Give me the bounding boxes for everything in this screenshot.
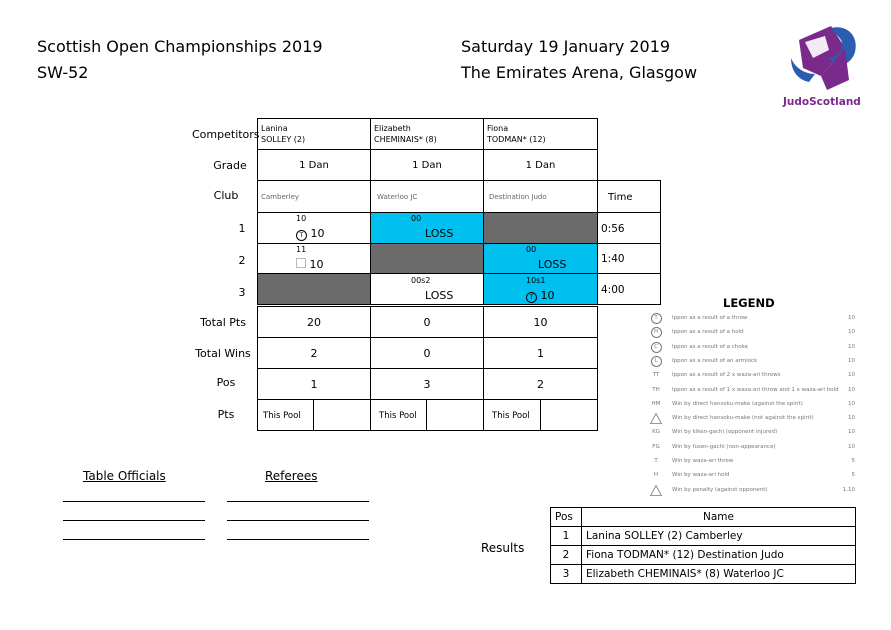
throw-icon: T	[526, 292, 537, 303]
legend-item	[650, 456, 855, 470]
r1-a-points: 10	[310, 227, 325, 240]
competitor-1-total-pts: 20	[257, 306, 371, 338]
r3-competitor-2-cell	[370, 273, 484, 305]
table-official-line-2	[63, 520, 205, 521]
legend-value: 5	[851, 458, 855, 464]
label-total-pts: Total Pts	[200, 316, 246, 329]
label-pts: Pts	[217, 408, 235, 421]
legend-item	[650, 427, 855, 441]
referee-line-3	[227, 539, 369, 540]
triangle-symbol-icon	[650, 413, 662, 426]
competitor-3-total-pts: 10	[483, 306, 598, 338]
competitor-1-name	[257, 118, 371, 150]
empty-box-icon	[296, 258, 306, 268]
results-header-row	[551, 508, 856, 527]
competitor-2-total-wins: 0	[370, 337, 484, 369]
competitor-2-pool-label: This Pool	[370, 399, 427, 431]
legend-value: 5	[851, 472, 855, 479]
legend-text: Win by direct hansoku-make (not against the spirit)	[672, 415, 814, 422]
triangle-symbol-icon	[650, 485, 662, 498]
legend-symbol: T	[654, 458, 658, 464]
legend-symbol: H	[653, 472, 659, 479]
competitor-2-pool-value	[426, 399, 484, 431]
legend-value: 10	[848, 372, 855, 379]
circled-symbol-icon: C	[650, 342, 662, 353]
legend-text: Ippon as a result of a throw	[672, 315, 748, 321]
legend-text: Ippon as a result of 2 x waza-ari throws	[672, 372, 781, 379]
referee-line-1	[227, 501, 369, 502]
legend-item	[650, 342, 855, 356]
legend-text: Win by direct hansoku-make (against the spirit)	[672, 400, 803, 407]
result-name: Elizabeth CHEMINAIS* (8) Waterloo JC	[582, 565, 856, 584]
r3-b-result: LOSS	[425, 289, 454, 302]
judoscotland-logo	[785, 18, 865, 118]
r2-a-points: 10	[309, 258, 324, 271]
legend-value: 10	[848, 443, 855, 450]
competitor-3-first: Fiona	[487, 124, 509, 133]
event-date: Saturday 19 January 2019	[461, 37, 671, 56]
r2-blocked-cell	[370, 243, 484, 274]
legend-item	[650, 385, 855, 399]
label-club: Club	[213, 189, 239, 202]
legend-text: Win by waza-ari throw	[672, 458, 734, 464]
time-header: Time	[597, 180, 661, 213]
legend-symbol: TH	[652, 386, 660, 393]
competitor-2-club: Waterloo JC	[370, 180, 484, 213]
competitor-1-pool-value	[313, 399, 371, 431]
legend-text: Ippon as a result of an armlock	[672, 357, 758, 364]
result-pos: 2	[551, 546, 582, 565]
table-official-line-1	[63, 501, 205, 502]
table-officials-heading: Table Officials	[83, 469, 166, 483]
result-name: Fiona TODMAN* (12) Destination Judo	[582, 546, 856, 565]
results-col-pos: Pos	[551, 508, 582, 527]
legend-text: Win by kiken-gachi (opponent injured)	[672, 429, 778, 436]
legend-item	[650, 399, 855, 413]
table-row	[551, 565, 856, 584]
label-pos: Pos	[216, 376, 236, 389]
legend-text: Win by fusen-gachi (non-appearance)	[672, 443, 776, 450]
table-row	[551, 546, 856, 565]
r1-time: 0:56	[597, 212, 661, 244]
label-total-wins: Total Wins	[195, 347, 251, 360]
legend-item	[650, 485, 855, 499]
r2-a-score: 11	[296, 245, 307, 254]
competitor-3-pos: 2	[483, 368, 598, 400]
competitor-2-last: CHEMINAIS* (8)	[374, 135, 437, 144]
competitor-1-pool-label: This Pool	[257, 399, 314, 431]
legend-text: Ippon as a result of a choke	[672, 343, 749, 350]
legend-item	[650, 470, 855, 484]
r3-b-score: 00s2	[411, 276, 431, 285]
competitor-1-total-wins: 2	[257, 337, 371, 369]
legend-value: 10	[848, 386, 855, 393]
circled-symbol-icon: H	[650, 327, 662, 338]
r1-b-score: 00	[411, 214, 422, 223]
r1-a-score: 10	[296, 214, 307, 223]
r3-c-points: 10	[540, 289, 555, 302]
result-pos: 1	[551, 527, 582, 546]
competitor-1-last: SOLLEY (2)	[261, 135, 306, 144]
legend-value: 10	[848, 315, 855, 321]
throw-icon: T	[296, 230, 307, 241]
legend-value: 10	[848, 329, 855, 336]
label-round-3: 3	[238, 286, 246, 299]
legend-symbol: KG	[652, 429, 660, 436]
legend-symbol: HM	[651, 400, 661, 407]
competitor-3-last: TODMAN* (12)	[487, 135, 546, 144]
label-round-1: 1	[238, 222, 246, 235]
legend-symbol: FG	[652, 443, 660, 450]
event-title: Scottish Open Championships 2019	[37, 37, 323, 56]
r1-competitor-1-cell	[257, 212, 371, 244]
legend-item	[650, 313, 855, 327]
r1-competitor-2-cell	[370, 212, 484, 244]
competitor-3-club: Destination Judo	[483, 180, 598, 213]
r2-competitor-1-cell	[257, 243, 371, 274]
competitor-1-first: Lanina	[261, 124, 288, 133]
results-col-name: Name	[582, 508, 856, 527]
r3-c-score: 10s1	[526, 276, 546, 285]
legend-item	[650, 356, 855, 370]
r2-c-score: 00	[526, 245, 537, 254]
legend-text: Ippon as a result of a hold	[672, 329, 744, 336]
legend-item	[650, 413, 855, 427]
referee-line-2	[227, 520, 369, 521]
legend-text: Ippon as a result of 1 x waza-ari throw and 1 x waza-ari hold	[672, 386, 839, 393]
r3-competitor-3-cell	[483, 273, 598, 305]
competitor-2-pos: 3	[370, 368, 484, 400]
label-competitors: Competitors	[192, 128, 260, 141]
result-pos: 3	[551, 565, 582, 584]
legend-symbol: TT	[652, 372, 660, 379]
competitor-2-first: Elizabeth	[374, 124, 411, 133]
logo-text: JudoScotland	[783, 96, 861, 108]
legend-item	[650, 442, 855, 456]
r2-competitor-3-cell	[483, 243, 598, 274]
table-official-line-3	[63, 539, 205, 540]
results-label: Results	[481, 541, 525, 555]
pool-code: SW-52	[37, 63, 89, 82]
legend-value: 10	[848, 415, 855, 422]
legend-item	[650, 327, 855, 341]
legend-title: LEGEND	[723, 296, 775, 310]
legend-item	[650, 370, 855, 384]
r2-time: 1:40	[597, 243, 661, 274]
results-table	[550, 507, 856, 584]
competitor-2-name	[370, 118, 484, 150]
legend-text: Win by waza-ari hold	[672, 472, 730, 479]
r3-blocked-cell	[257, 273, 371, 305]
label-round-2: 2	[238, 254, 246, 267]
label-grade: Grade	[213, 159, 247, 172]
circled-symbol-icon: L	[650, 356, 662, 367]
competitor-3-grade: 1 Dan	[483, 149, 598, 181]
logo-mark-icon	[785, 18, 865, 96]
competitor-1-grade: 1 Dan	[257, 149, 371, 181]
competitor-3-total-wins: 1	[483, 337, 598, 369]
competitor-2-grade: 1 Dan	[370, 149, 484, 181]
event-venue: The Emirates Arena, Glasgow	[461, 63, 698, 82]
legend-value: 10	[848, 357, 855, 364]
legend-value: 10	[848, 343, 855, 350]
competitor-1-club: Camberley	[257, 180, 371, 213]
r1-b-result: LOSS	[425, 227, 454, 240]
legend-value: 1,10	[842, 486, 855, 493]
r3-time: 4:00	[597, 273, 661, 305]
competitor-3-name	[483, 118, 598, 150]
competitor-2-total-pts: 0	[370, 306, 484, 338]
result-name: Lanina SOLLEY (2) Camberley	[582, 527, 856, 546]
r1-blocked-cell	[483, 212, 598, 244]
referees-heading: Referees	[265, 469, 318, 483]
r2-c-result: LOSS	[538, 258, 567, 271]
circled-symbol-icon: T	[650, 313, 662, 324]
competitor-3-pool-value	[540, 399, 598, 431]
competitor-3-pool-label: This Pool	[483, 399, 541, 431]
legend-value: 10	[848, 400, 855, 407]
legend-text: Win by penalty (against opponent)	[672, 486, 768, 493]
competitor-1-pos: 1	[257, 368, 371, 400]
table-row	[551, 527, 856, 546]
legend-value: 10	[848, 429, 855, 436]
